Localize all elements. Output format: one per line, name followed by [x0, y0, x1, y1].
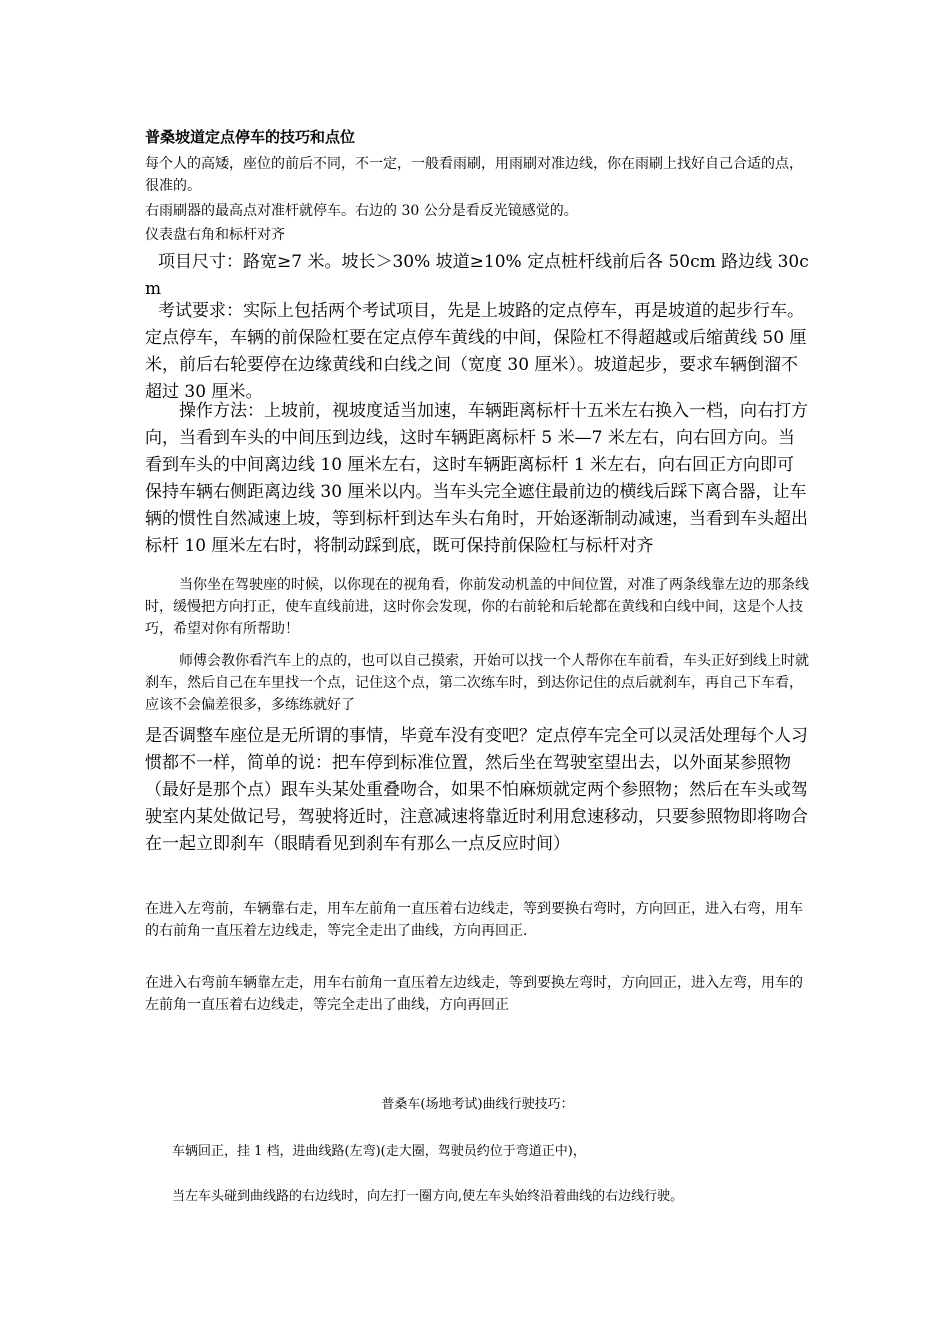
- paragraph-right-curve: 在进入右弯前车辆靠左走，用车右前角一直压着左边线走，等到要换左弯时，方向回正，进入左弯，用车的左前角一直压着右边线走，等完全走出了曲线，方向再回正: [145, 975, 803, 1013]
- page-title: 普桑坡道定点停车的技巧和点位: [145, 128, 356, 146]
- paragraph-exam-requirements: 考试要求：实际上包括两个考试项目，先是上坡路的定点停车，再是坡道的起步行车。定点停车，车辆的前保险杠要在定点停车黄线的中间，保险杠不得超越或后缩黄线 50 厘米，前后右轮要停在边缘黄线和白线之间（宽度 30 厘米）。坡道起步，要求车辆倒溜不超过 30 厘米。: [145, 301, 807, 402]
- section-title-curve-driving: 普桑车(场地考试)曲线行驶技巧：: [381, 1097, 574, 1112]
- paragraph-right-wiper: 右雨刷器的最高点对准杆就停车。右边的 30 公分是看反光镜感觉的。: [145, 203, 578, 219]
- paragraph-curve-step2: 当左车头碰到曲线路的右边线时，向左打一圈方向,使左车头始终沿着曲线的右边线行驶。: [172, 1189, 684, 1204]
- paragraph-driver-view: 当你坐在驾驶座的时候，以你现在的视角看，你前发动机盖的中间位置，对准了两条线靠左边的那条线时，缓慢把方向打正，使车直线前进，这时你会发现，你的右前轮和后轮都在黄线和白线中间，这是个人技巧，希望对你有所帮助！: [145, 577, 809, 637]
- paragraph-operation-method: 操作方法：上坡前，视坡度适当加速，车辆距离标杆十五米左右换入一档，向右打方向，当看到车头的中间压到边线，这时车辆距离标杆 5 米—7 米左右，向右回方向。当看到车头的中间离边线 10 厘米左右，这时车辆距离标杆 1 米左右，向右回正方向即可保持车辆右侧距离边线 30 厘米以内。当车头完全遮住最前边的横线后踩下离合器，让车辆的惯性自然减速上坡，等到标杆到达车头右角时，开始逐渐制动减速，当看到车头超出标杆 10 厘米左右时，将制动踩到底，既可保持前保险杠与标杆对齐: [145, 401, 808, 556]
- paragraph-wiper-tip: 每个人的高矮，座位的前后不同，不一定，一般看雨刷，用雨刷对准边线，你在雨刷上找好自己合适的点，很准的。: [145, 156, 803, 194]
- paragraph-project-size: 项目尺寸：路宽≥7 米。坡长＞30% 坡道≥10% 定点桩杆线前后各 50cm 路边线 30cm: [145, 252, 809, 299]
- paragraph-dashboard-align: 仪表盘右角和标杆对齐: [145, 227, 285, 243]
- paragraph-master-teaching: 师傅会教你看汽车上的点的，也可以自己摸索，开始可以找一个人帮你在车前看，车头正好到线上时就刹车，然后自己在车里找一个点，记住这个点，第二次练车时，到达你记住的点后就刹车，再自己下车看，应该不会偏差很多，多练练就好了: [145, 653, 809, 713]
- paragraph-seat-adjustment: 是否调整车座位是无所谓的事情，毕竟车没有变吧？定点停车完全可以灵活处理每个人习惯都不一样，简单的说：把车停到标准位置，然后坐在驾驶室望出去，以外面某参照物（最好是那个点）跟车头某处重叠吻合，如果不怕麻烦就定两个参照物；然后在车头或驾驶室内某处做记号，驾驶将近时，注意减速将靠近时利用怠速移动，只要参照物即将吻合在一起立即刹车（眼睛看见到刹车有那么一点反应时间）: [145, 726, 808, 854]
- paragraph-left-curve: 在进入左弯前，车辆靠右走，用车左前角一直压着右边线走，等到要换右弯时，方向回正，进入右弯，用车的右前角一直压着左边线走，等完全走出了曲线，方向再回正.: [145, 901, 803, 939]
- paragraph-curve-step1: 车辆回正，挂 1 档，进曲线路(左弯)(走大圈，驾驶员约位于弯道正中)，: [172, 1144, 586, 1159]
